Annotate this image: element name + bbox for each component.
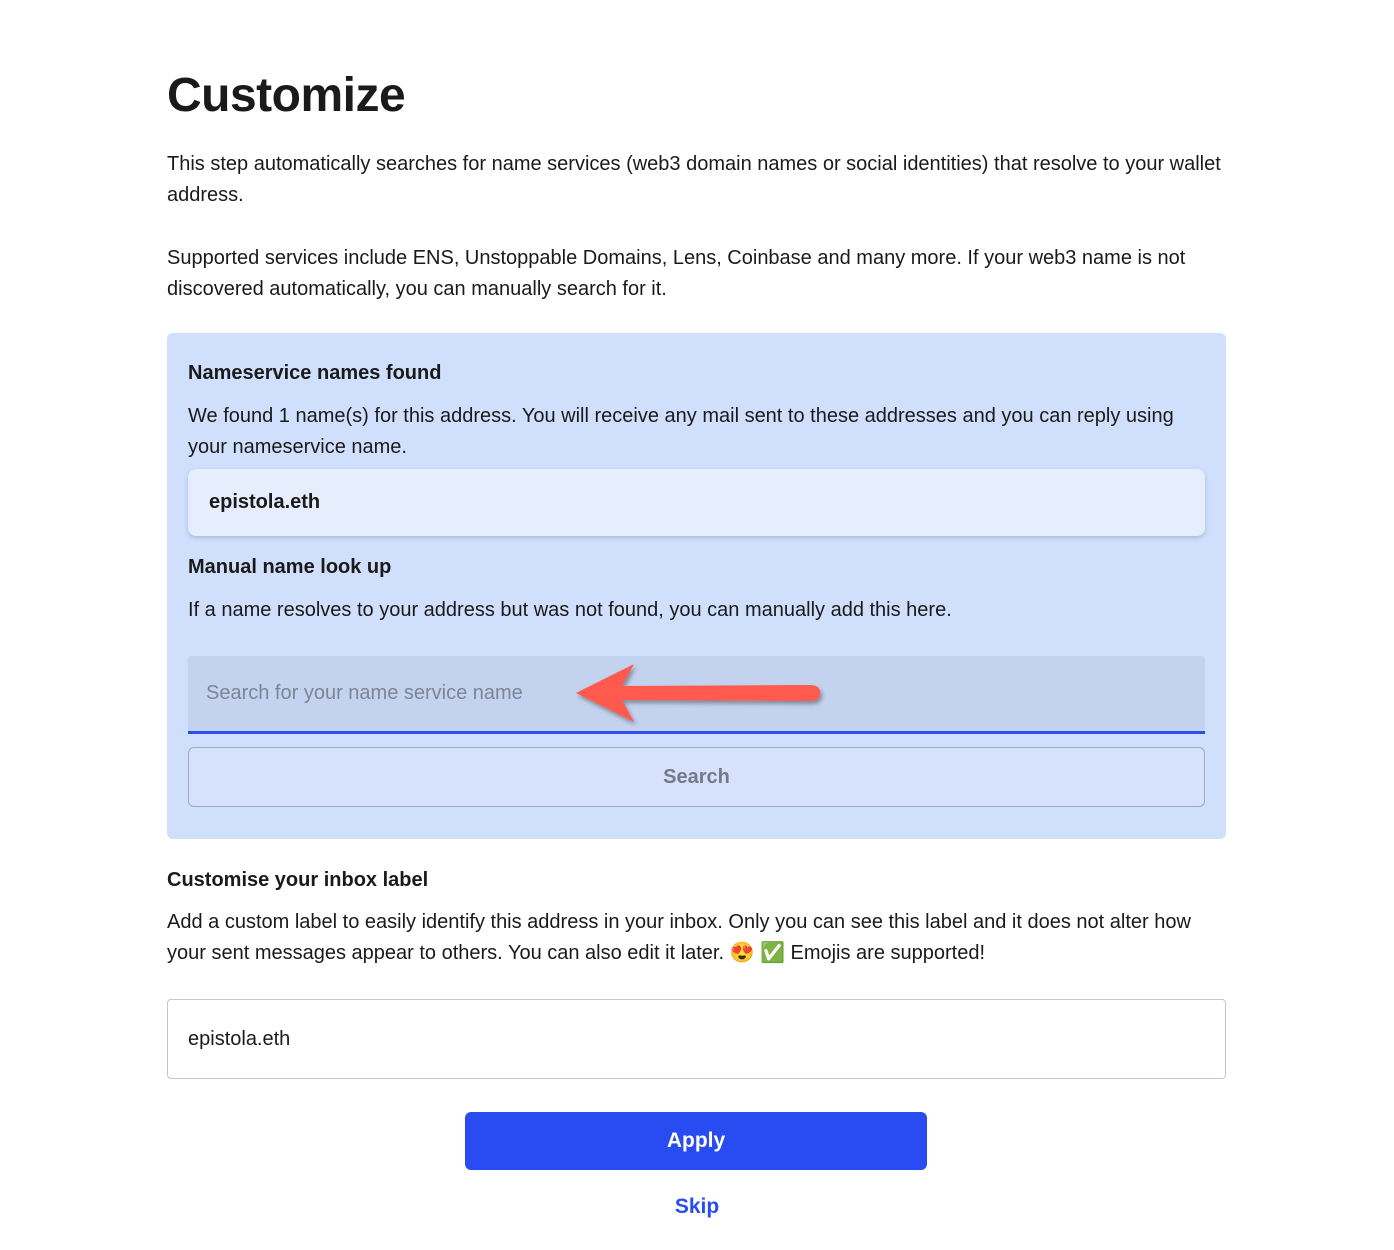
inbox-label-input[interactable] <box>167 999 1226 1079</box>
arrow-annotation-icon <box>572 658 832 728</box>
manual-heading: Manual name look up <box>188 556 392 578</box>
manual-text: If a name resolves to your address but was not found, you can manually add this here. <box>188 599 952 621</box>
label-heading: Customise your inbox label <box>167 869 429 891</box>
page-title: Customize <box>167 69 406 122</box>
intro-text: This step automatically searches for name services (web3 domain names or social identities) that resolve to your wallet address. <box>167 153 1221 206</box>
nameservice-panel <box>167 333 1226 839</box>
search-button[interactable]: Search <box>188 747 1205 807</box>
supported-services-text: Supported services include ENS, Unstoppable Domains, Lens, Coinbase and many more. If your web3 name is not discovered automatically, you can manually search for it. <box>167 247 1186 300</box>
found-name-item[interactable]: epistola.eth <box>188 469 1205 536</box>
found-heading: Nameservice names found <box>188 362 442 384</box>
label-text: Add a custom label to easily identify this address in your inbox. Only you can see this label and it does not alter how your sent messages appear to others. You can also edit it later. 😍 ✅ Emojis are supported! <box>167 911 1191 964</box>
skip-link[interactable]: Skip <box>674 1195 720 1218</box>
apply-button[interactable]: Apply <box>465 1112 927 1170</box>
found-text: We found 1 name(s) for this address. You will receive any mail sent to these addresses and you can reply using your nameservice name. <box>188 405 1174 458</box>
